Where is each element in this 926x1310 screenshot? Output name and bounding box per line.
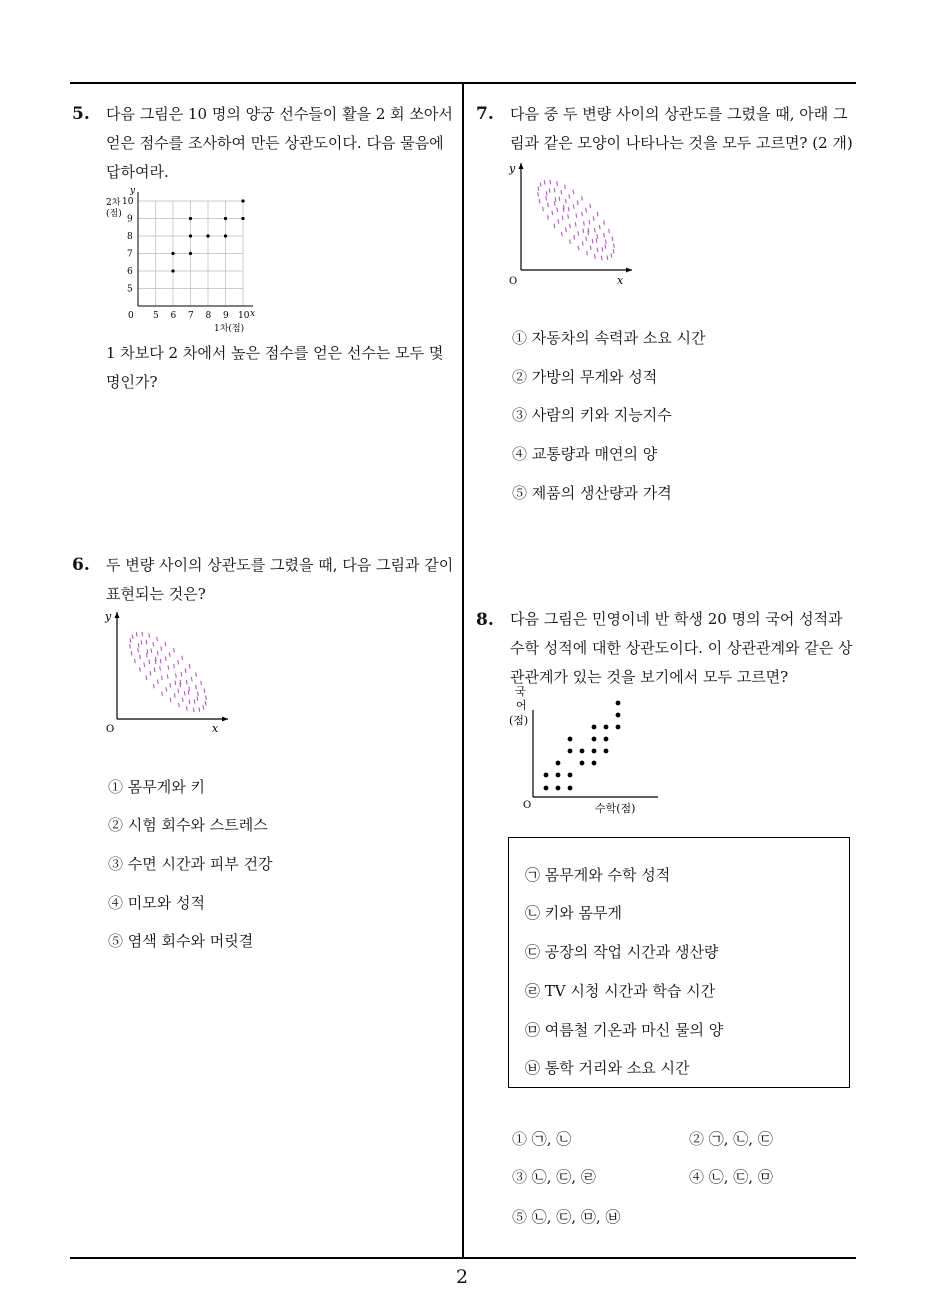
ellipse-dash	[580, 212, 584, 216]
ellipse-dash	[144, 676, 148, 680]
ellipse-dash	[145, 653, 149, 657]
ellipse-dash	[201, 705, 205, 709]
ellipse-dash	[600, 256, 604, 260]
ellipse-dash	[536, 192, 540, 196]
ellipse-dash	[564, 228, 568, 232]
ellipse-dash	[547, 188, 551, 192]
y-axis-label-2: (점)	[106, 209, 122, 219]
data-dot	[568, 773, 573, 778]
ellipse-dash	[173, 681, 177, 685]
ellipse-dash	[197, 707, 201, 711]
examples-box	[508, 837, 850, 1088]
y-axis-letter: y	[105, 610, 112, 623]
ellipse-dash	[564, 199, 568, 203]
ellipse-dash	[174, 673, 178, 677]
question-number: 8.	[476, 610, 494, 630]
ellipse-dash	[192, 708, 196, 712]
data-point	[171, 269, 174, 272]
ellipse-dash	[571, 190, 575, 194]
answer-1[interactable]: ① ㉠, ㉡	[512, 1130, 572, 1148]
ellipse-dash	[203, 701, 207, 705]
ellipse-dash	[160, 691, 164, 695]
origin-label: 0	[128, 311, 134, 321]
x-tick-label: 10	[238, 311, 250, 321]
ellipse-dash	[138, 655, 142, 659]
ellipse-dash	[163, 642, 167, 646]
ellipse-dash	[572, 235, 576, 239]
ellipse-dash	[185, 680, 189, 684]
ellipse-dash	[202, 689, 206, 693]
ellipse-dash	[573, 222, 577, 226]
ellipse-dash	[152, 684, 156, 688]
origin-label: O	[106, 724, 115, 735]
ellipse-dash	[182, 691, 186, 695]
ellipse-dash	[186, 690, 190, 694]
ellipse-dash	[136, 643, 140, 647]
y-label-2: 어	[516, 699, 527, 712]
option-5[interactable]: ⑤ 제품의 생산량과 가격	[512, 484, 672, 502]
ellipse-dash	[149, 649, 153, 653]
question-prompt: 1 차보다 2 차에서 높은 점수를 얻은 선수는 모두 몇 명인가?	[106, 344, 444, 391]
ellipse-dash	[148, 671, 152, 675]
ellipse-dash	[187, 686, 191, 690]
ellipse-dash	[610, 237, 614, 241]
ellipse-dash	[576, 246, 580, 250]
data-dot	[544, 773, 549, 778]
ellipse-dash	[165, 674, 169, 678]
ellipse-dash	[550, 211, 554, 215]
ellipse-dash	[187, 664, 191, 668]
ellipse-dash	[139, 640, 143, 644]
option-1[interactable]: ① 자동차의 속력과 소요 시간	[512, 329, 706, 347]
answer-3[interactable]: ③ ㉡, ㉢, ㉣	[512, 1168, 596, 1186]
data-dot	[580, 761, 585, 766]
column-divider	[462, 82, 464, 1258]
ellipse-dash	[581, 241, 585, 245]
ellipse-dash	[166, 665, 170, 669]
option-2[interactable]: ② 시험 회수와 스트레스	[108, 816, 268, 834]
ellipse-dash	[128, 638, 132, 642]
ellipse-dash	[602, 233, 606, 237]
y-tick-label: 5	[127, 284, 133, 295]
ellipse-dash	[537, 199, 541, 203]
ellipse-dash	[611, 249, 615, 253]
answer-2[interactable]: ② ㉠, ㉡, ㉢	[689, 1130, 773, 1148]
ellipse-dash	[557, 197, 561, 201]
x-tick-label: 8	[205, 311, 212, 321]
data-dot	[556, 761, 561, 766]
ellipse-dash	[195, 696, 199, 700]
ellipse-dash	[152, 668, 156, 672]
data-dot	[592, 737, 597, 742]
ellipse-dash	[568, 239, 572, 243]
example-1: ㉠ 몸무게와 수학 성적	[525, 866, 671, 884]
data-dot	[556, 773, 561, 778]
example-4: ㉣ TV 시청 시간과 학습 시간	[525, 982, 716, 1000]
ellipse-dash	[177, 703, 181, 707]
question-text: 다음 그림은 10 명의 양궁 선수들이 활을 2 회 쏘아서 얻은 점수를 조사하여 만든 상관도이다. 다음 물음에 답하여라.	[106, 105, 453, 181]
ellipse-dash	[594, 238, 598, 242]
ellipse-dash	[134, 632, 138, 636]
data-point	[189, 217, 192, 220]
ellipse-dash	[190, 677, 194, 681]
data-dot	[592, 761, 597, 766]
data-dot	[604, 749, 609, 754]
ellipse-dash	[546, 203, 550, 207]
ellipse-dash	[603, 244, 607, 248]
ellipse-dash	[541, 207, 545, 211]
ellipse-dash	[586, 228, 590, 232]
ellipse-dash	[612, 244, 616, 248]
ellipse-dash	[584, 208, 588, 212]
option-5[interactable]: ⑤ 염색 회수와 머릿결	[108, 932, 254, 950]
negative-correlation-ellipse	[524, 168, 627, 271]
ellipse-dash	[172, 664, 176, 668]
ellipse-dash	[187, 700, 191, 704]
ellipse-dash	[156, 651, 160, 655]
ellipse-dash	[158, 659, 162, 663]
ellipse-dash	[168, 683, 172, 687]
ellipse-dash	[204, 696, 208, 700]
ellipse-dash	[566, 207, 570, 211]
ellipse-dash	[595, 234, 599, 238]
y-tick-label: 9	[127, 214, 133, 225]
ellipse-dash	[538, 182, 542, 186]
question-number: 7.	[476, 104, 494, 124]
option-3[interactable]: ③ 수면 시간과 피부 건강	[108, 855, 273, 873]
ellipse-dash	[168, 653, 172, 657]
option-2[interactable]: ② 가방의 무게와 성적	[512, 368, 658, 386]
data-dot	[616, 725, 621, 730]
x-tick-label: 6	[170, 311, 177, 321]
ellipse-dash	[160, 676, 164, 680]
ellipse-dash	[194, 672, 198, 676]
ellipse-dash	[147, 633, 151, 637]
ellipse-dash	[609, 253, 613, 257]
ellipse-dash	[572, 204, 576, 208]
ellipse-dash	[582, 221, 586, 225]
data-point	[206, 234, 209, 237]
ellipse-dash	[158, 666, 162, 670]
option-4[interactable]: ④ 미모와 성적	[108, 894, 205, 912]
ellipse-dash	[154, 657, 158, 661]
ellipse-dash	[199, 681, 203, 685]
data-point	[189, 252, 192, 255]
question-number: 6.	[72, 555, 90, 575]
ellipse-dash	[584, 237, 588, 241]
y-axis-label-1: 2차	[106, 198, 121, 208]
data-point	[224, 234, 227, 237]
ellipse-dash	[548, 180, 552, 184]
x-tick-label: 7	[188, 311, 194, 321]
origin-label: O	[509, 276, 518, 287]
ellipse-dash	[591, 216, 595, 220]
example-6: ㉥ 통학 거리와 소요 시간	[525, 1059, 690, 1077]
ellipse-dash	[559, 190, 563, 194]
ellipse-dash	[568, 224, 572, 228]
ellipse-dash	[544, 191, 548, 195]
data-dot	[568, 749, 573, 754]
data-dot	[616, 713, 621, 718]
ellipse-dash	[185, 706, 189, 710]
ellipse-dash	[595, 248, 599, 252]
data-dot	[592, 725, 597, 730]
ellipse-dash	[140, 632, 144, 636]
ellipse-dash	[142, 663, 146, 667]
ellipse-dash	[192, 699, 196, 703]
ellipse-dash	[585, 251, 589, 255]
x-axis-label: 1차(점)	[214, 324, 245, 334]
y-axis-letter: y	[509, 162, 516, 175]
data-point	[189, 234, 192, 237]
ellipse-dash	[560, 216, 564, 220]
ellipse-dash	[602, 220, 606, 224]
option-3[interactable]: ③ 사람의 키와 지능지수	[512, 406, 672, 424]
ellipse-dash	[130, 634, 134, 638]
ellipse-dash	[555, 181, 559, 185]
x-axis-letter: x	[212, 722, 219, 735]
question-text: 다음 그림은 민영이네 반 학생 20 명의 국어 성적과 수학 성적에 대한 상관도이다. 이 상관관계와 같은 상 관관계가 있는 것을 보기에서 모두 고르면?	[510, 610, 853, 686]
ellipse-dash	[144, 640, 148, 644]
ellipse-dash	[159, 646, 163, 650]
page-number: 2	[456, 1266, 469, 1288]
ellipse-dash	[553, 201, 557, 205]
ellipse-dash	[567, 194, 571, 198]
data-dot	[604, 737, 609, 742]
ellipse-dash	[129, 651, 133, 655]
data-dot	[544, 786, 549, 791]
ellipse-dash	[563, 185, 567, 189]
ellipse-dash	[552, 224, 556, 228]
ellipse-dash	[145, 649, 149, 653]
ellipse-dash	[556, 219, 560, 223]
y-label-3: (점)	[509, 714, 529, 727]
answer-4[interactable]: ④ ㉡, ㉢, ㉤	[689, 1168, 773, 1186]
ellipse-dash	[178, 680, 182, 684]
ellipse-dash	[555, 208, 559, 212]
y-tick-label: 8	[127, 232, 133, 242]
x-axis-label: 수학(점)	[595, 802, 636, 815]
ellipse-dash	[560, 232, 564, 236]
q6-correlation-figure	[100, 606, 240, 736]
x-tick-label: 9	[223, 311, 229, 321]
x-axis-letter: x	[617, 274, 624, 287]
data-point	[171, 252, 174, 255]
ellipse-dash	[176, 689, 180, 693]
ellipse-dash	[183, 668, 187, 672]
ellipse-dash	[164, 687, 168, 691]
data-dot	[568, 737, 573, 742]
bottom-rule	[70, 1257, 856, 1259]
ellipse-dash	[136, 648, 140, 652]
data-dot	[580, 749, 585, 754]
ellipse-dash	[587, 220, 591, 224]
ellipse-dash	[536, 186, 540, 190]
ellipse-dash	[580, 196, 584, 200]
question-number: 5.	[72, 104, 90, 124]
y-tick-label: 7	[127, 249, 133, 260]
x-tick-label: 5	[153, 311, 159, 321]
ellipse-dash	[138, 667, 142, 671]
data-dot	[592, 749, 597, 754]
ellipse-dash	[196, 692, 200, 696]
ellipse-dash	[593, 228, 597, 232]
ellipse-dash	[566, 214, 570, 218]
x-axis-letter: x	[250, 309, 256, 319]
ellipse-dash	[176, 660, 180, 664]
ellipse-dash	[155, 637, 159, 641]
example-2: ㉡ 키와 몸무게	[525, 904, 622, 922]
ellipse-dash	[181, 698, 185, 702]
ellipse-dash	[168, 698, 172, 702]
y-label-1: 국	[515, 685, 526, 698]
ellipse-dash	[544, 196, 548, 200]
ellipse-dash	[194, 685, 198, 689]
negative-correlation-ellipse	[116, 620, 219, 723]
y-tick-label: 6	[127, 267, 133, 277]
data-dot	[556, 786, 561, 791]
ellipse-dash	[576, 231, 580, 235]
ellipse-dash	[173, 693, 177, 697]
ellipse-dash	[600, 247, 604, 251]
ellipse-dash	[595, 212, 599, 216]
ellipse-dash	[562, 205, 566, 209]
ellipse-dash	[553, 197, 557, 201]
ellipse-dash	[604, 240, 608, 244]
data-dot	[616, 701, 621, 706]
ellipse-dash	[546, 215, 550, 219]
ellipse-dash	[128, 644, 132, 648]
data-dot	[568, 786, 573, 791]
option-1[interactable]: ① 몸무게와 키	[108, 778, 205, 796]
origin-label: O	[523, 800, 532, 811]
example-5: ㉤ 여름철 기온과 마신 물의 양	[525, 1021, 724, 1039]
ellipse-dash	[588, 204, 592, 208]
question-text: 다음 중 두 변량 사이의 상관도를 그렸을 때, 아래 그 림과 같은 모양이 나타나는 것을 모두 고르면? (2 개)	[510, 105, 853, 152]
data-point	[224, 217, 227, 220]
question-text: 두 변량 사이의 상관도를 그렸을 때, 다음 그림과 같이 표현되는 것은?	[106, 556, 454, 603]
ellipse-dash	[589, 246, 593, 250]
ellipse-dash	[607, 229, 611, 233]
q5-scatter-chart	[100, 182, 270, 337]
data-point	[241, 217, 244, 220]
ellipse-dash	[156, 680, 160, 684]
ellipse-dash	[576, 201, 580, 205]
y-tick-label: 10	[122, 197, 134, 207]
option-4[interactable]: ④ 교통량과 매연의 양	[512, 445, 658, 463]
ellipse-dash	[151, 642, 155, 646]
data-point	[241, 199, 244, 202]
example-3: ㉢ 공장의 작업 시간과 생산량	[525, 943, 719, 961]
ellipse-dash	[180, 656, 184, 660]
ellipse-dash	[172, 648, 176, 652]
ellipse-dash	[542, 180, 546, 184]
q8-correlation-figure	[505, 682, 665, 822]
answer-5[interactable]: ⑤ ㉡, ㉢, ㉤, ㉥	[512, 1208, 621, 1226]
ellipse-dash	[164, 656, 168, 660]
ellipse-dash	[590, 239, 594, 243]
ellipse-dash	[593, 254, 597, 258]
ellipse-dash	[147, 660, 151, 664]
q7-correlation-figure	[505, 157, 645, 289]
ellipse-dash	[598, 225, 602, 229]
data-dot	[604, 725, 609, 730]
ellipse-dash	[552, 188, 556, 192]
ellipse-dash	[133, 659, 137, 663]
ellipse-dash	[581, 229, 585, 233]
y-axis-letter: y	[130, 186, 136, 196]
ellipse-dash	[574, 213, 578, 217]
ellipse-dash	[179, 672, 183, 676]
ellipse-dash	[605, 255, 609, 259]
